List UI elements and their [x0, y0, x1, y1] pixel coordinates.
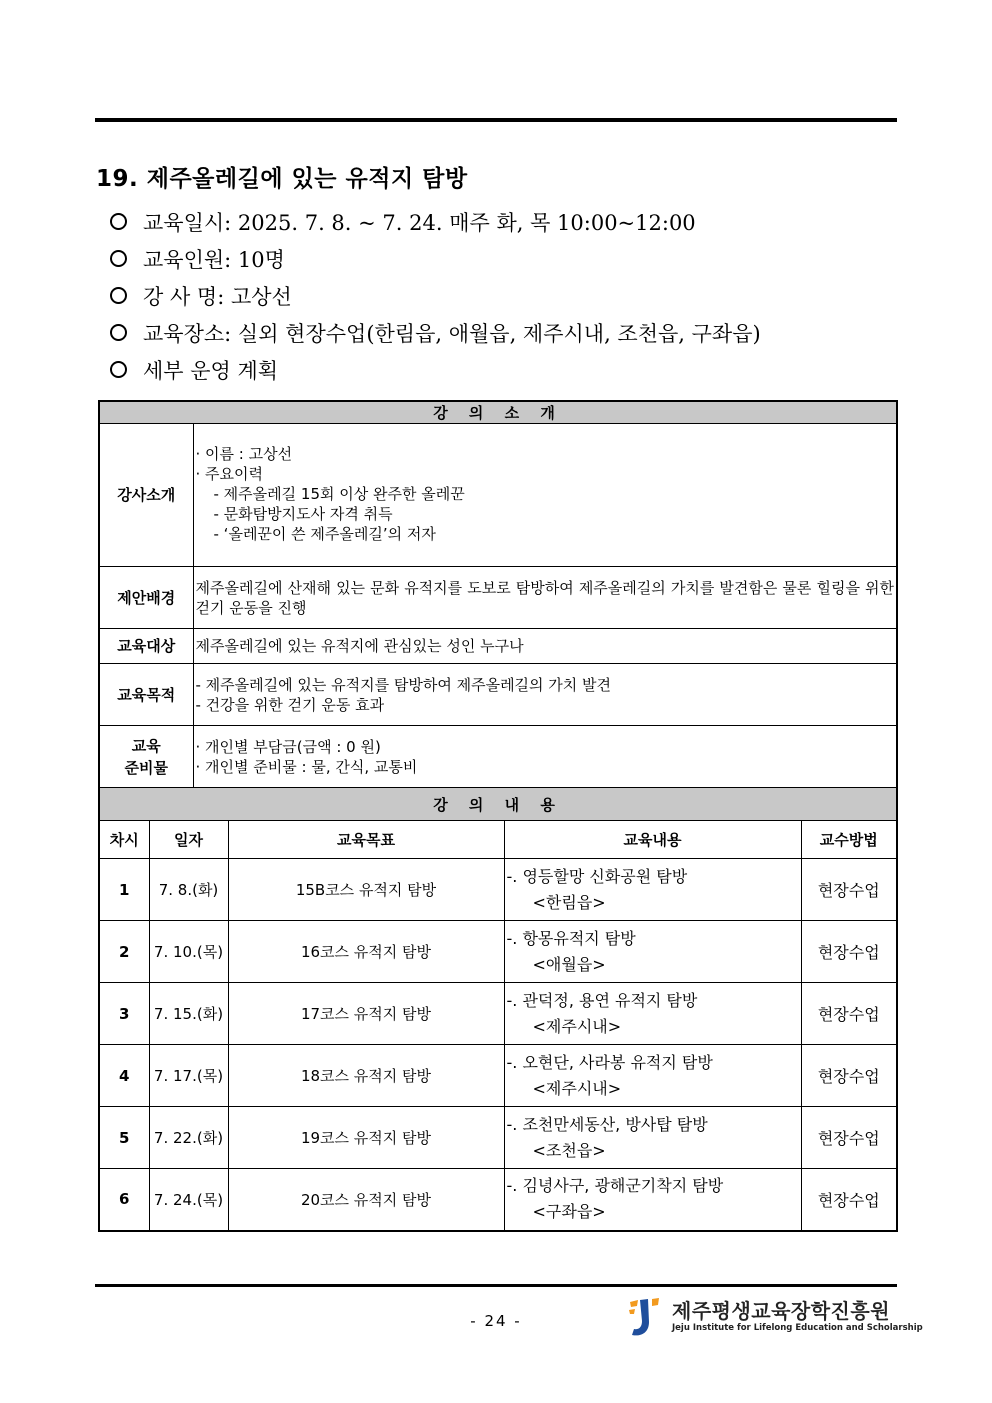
session-content — [504, 921, 801, 983]
background-text: 제주올레길에 산재해 있는 문화 유적지를 도보로 탐방하여 제주올레길의 가치를 발견함은 물론 힐링을 위한 걷기 운동을 진행 — [193, 567, 897, 629]
target-label: 교육대상 — [99, 629, 193, 664]
column-header-date: 일자 — [149, 821, 228, 859]
session-number: 1 — [99, 859, 149, 921]
session-method: 현장수업 — [801, 859, 897, 921]
session-activity: -. 영등할망 신화공원 탐방 — [506, 866, 688, 886]
supplies-details — [193, 726, 897, 788]
session-method: 현장수업 — [801, 1107, 897, 1169]
session-activity: -. 항몽유적지 탐방 — [506, 928, 636, 948]
overview-item-location — [108, 314, 761, 351]
table-row — [99, 859, 897, 921]
column-header-session: 차시 — [99, 821, 149, 859]
session-number: 4 — [99, 1045, 149, 1107]
goal-details — [193, 664, 897, 726]
session-number: 2 — [99, 921, 149, 983]
supplies-item: · 개인별 부담금(금액 : 0 원) — [195, 737, 381, 756]
supplies-item: · 개인별 준비물 : 물, 간식, 교통비 — [195, 757, 418, 776]
supplies-label-line-1: 교육 — [131, 736, 161, 755]
instructor-career-heading: · 주요이력 — [195, 465, 263, 483]
session-content — [504, 1045, 801, 1107]
session-method: 현장수업 — [801, 1045, 897, 1107]
overview-label: 세부 운영 계획 — [143, 358, 279, 383]
session-method: 현장수업 — [801, 1169, 897, 1231]
session-place: <구좌읍> — [532, 1202, 606, 1222]
column-header-content: 교육내용 — [504, 821, 801, 859]
circle-bullet-icon — [110, 250, 127, 267]
table-row — [99, 1169, 897, 1231]
column-header-method: 교수방법 — [801, 821, 897, 859]
session-goal: 20코스 유적지 탐방 — [228, 1169, 504, 1231]
session-date: 7. 22.(화) — [149, 1107, 228, 1169]
institute-logo — [626, 1294, 923, 1340]
session-goal: 19코스 유적지 탐방 — [228, 1107, 504, 1169]
session-goal: 16코스 유적지 탐방 — [228, 921, 504, 983]
goal-label: 교육목적 — [99, 664, 193, 726]
session-activity: -. 관덕정, 용연 유적지 탐방 — [506, 990, 698, 1010]
overview-item-schedule — [108, 203, 761, 240]
overview-label: 강 사 명: — [143, 284, 225, 309]
session-activity: -. 조천만세동산, 방사탑 탐방 — [506, 1114, 708, 1134]
institute-name-en: Jeju Institute for Lifelong Education and Scholarship — [672, 1323, 923, 1333]
column-header-goal: 교육목표 — [228, 821, 504, 859]
instructor-label: 강사소개 — [99, 424, 193, 567]
session-content — [504, 1169, 801, 1231]
session-date: 7. 8.(화) — [149, 859, 228, 921]
section-title: 19. 제주올레길에 있는 유적지 탐방 — [96, 166, 468, 192]
circle-bullet-icon — [110, 361, 127, 378]
session-content — [504, 1107, 801, 1169]
overview-label: 교육인원: — [143, 247, 232, 272]
session-place: <제주시내> — [532, 1078, 622, 1098]
session-method: 현장수업 — [801, 983, 897, 1045]
circle-bullet-icon — [110, 213, 127, 230]
circle-bullet-icon — [110, 324, 127, 341]
goal-item: - 건강을 위한 걷기 운동 효과 — [195, 695, 385, 714]
overview-value: 실외 현장수업(한림읍, 애월읍, 제주시내, 조천읍, 구좌읍) — [237, 321, 761, 346]
overview-item-headcount — [108, 240, 761, 277]
session-date: 7. 24.(목) — [149, 1169, 228, 1231]
instructor-career-item: - 제주올레길 15회 이상 완주한 올레꾼 — [213, 485, 465, 503]
session-activity: -. 오현단, 사라봉 유적지 탐방 — [506, 1052, 713, 1072]
top-rule — [95, 118, 897, 122]
session-date: 7. 15.(화) — [149, 983, 228, 1045]
overview-value: 고상선 — [230, 284, 292, 309]
overview-item-instructor — [108, 277, 761, 314]
table-row — [99, 921, 897, 983]
session-activity: -. 김녕사구, 광해군기착지 탐방 — [506, 1176, 724, 1196]
session-number: 6 — [99, 1169, 149, 1231]
session-place: <한림읍> — [532, 892, 606, 912]
goal-item: - 제주올레길에 있는 유적지를 탐방하여 제주올레길의 가치 발견 — [195, 675, 612, 694]
overview-item-plan — [108, 351, 761, 388]
overview-label: 교육일시: — [143, 210, 232, 235]
session-date: 7. 10.(목) — [149, 921, 228, 983]
overview-value: 2025. 7. 8. ~ 7. 24. 매주 화, 목 10:00~12:00 — [237, 210, 696, 235]
intro-heading: 강 의 소 개 — [99, 401, 897, 424]
session-number: 5 — [99, 1107, 149, 1169]
bottom-rule — [95, 1284, 897, 1287]
instructor-name-line: · 이름 : 고상선 — [195, 445, 293, 463]
instructor-details — [193, 424, 897, 567]
table-row — [99, 1045, 897, 1107]
overview-value: 10명 — [237, 247, 285, 272]
session-goal: 15B코스 유적지 탐방 — [228, 859, 504, 921]
course-plan-table — [98, 400, 898, 1232]
table-row — [99, 1107, 897, 1169]
session-goal: 17코스 유적지 탐방 — [228, 983, 504, 1045]
session-content — [504, 859, 801, 921]
session-method: 현장수업 — [801, 921, 897, 983]
session-goal: 18코스 유적지 탐방 — [228, 1045, 504, 1107]
session-date: 7. 17.(목) — [149, 1045, 228, 1107]
page-number: - 24 - — [470, 1312, 522, 1330]
overview-list — [108, 203, 761, 388]
session-place: <제주시내> — [532, 1016, 622, 1036]
supplies-label — [99, 726, 193, 788]
circle-bullet-icon — [110, 287, 127, 304]
table-row — [99, 983, 897, 1045]
instructor-career-item: - ‘올레꾼이 쓴 제주올레길’의 저자 — [213, 525, 436, 543]
schedule-heading: 강 의 내 용 — [99, 788, 897, 821]
instructor-career-item: - 문화탐방지도사 자격 취득 — [213, 505, 393, 523]
institute-name: 제주평생교육장학진흥원 — [672, 1299, 891, 1323]
session-number: 3 — [99, 983, 149, 1045]
session-place: <조천읍> — [532, 1140, 606, 1160]
target-text: 제주올레길에 있는 유적지에 관심있는 성인 누구나 — [193, 629, 897, 664]
supplies-label-line-2: 준비물 — [124, 758, 168, 777]
session-content — [504, 983, 801, 1045]
background-label: 제안배경 — [99, 567, 193, 629]
overview-label: 교육장소: — [143, 321, 232, 346]
session-place: <애월읍> — [532, 954, 606, 974]
institute-emblem-icon — [626, 1296, 662, 1338]
